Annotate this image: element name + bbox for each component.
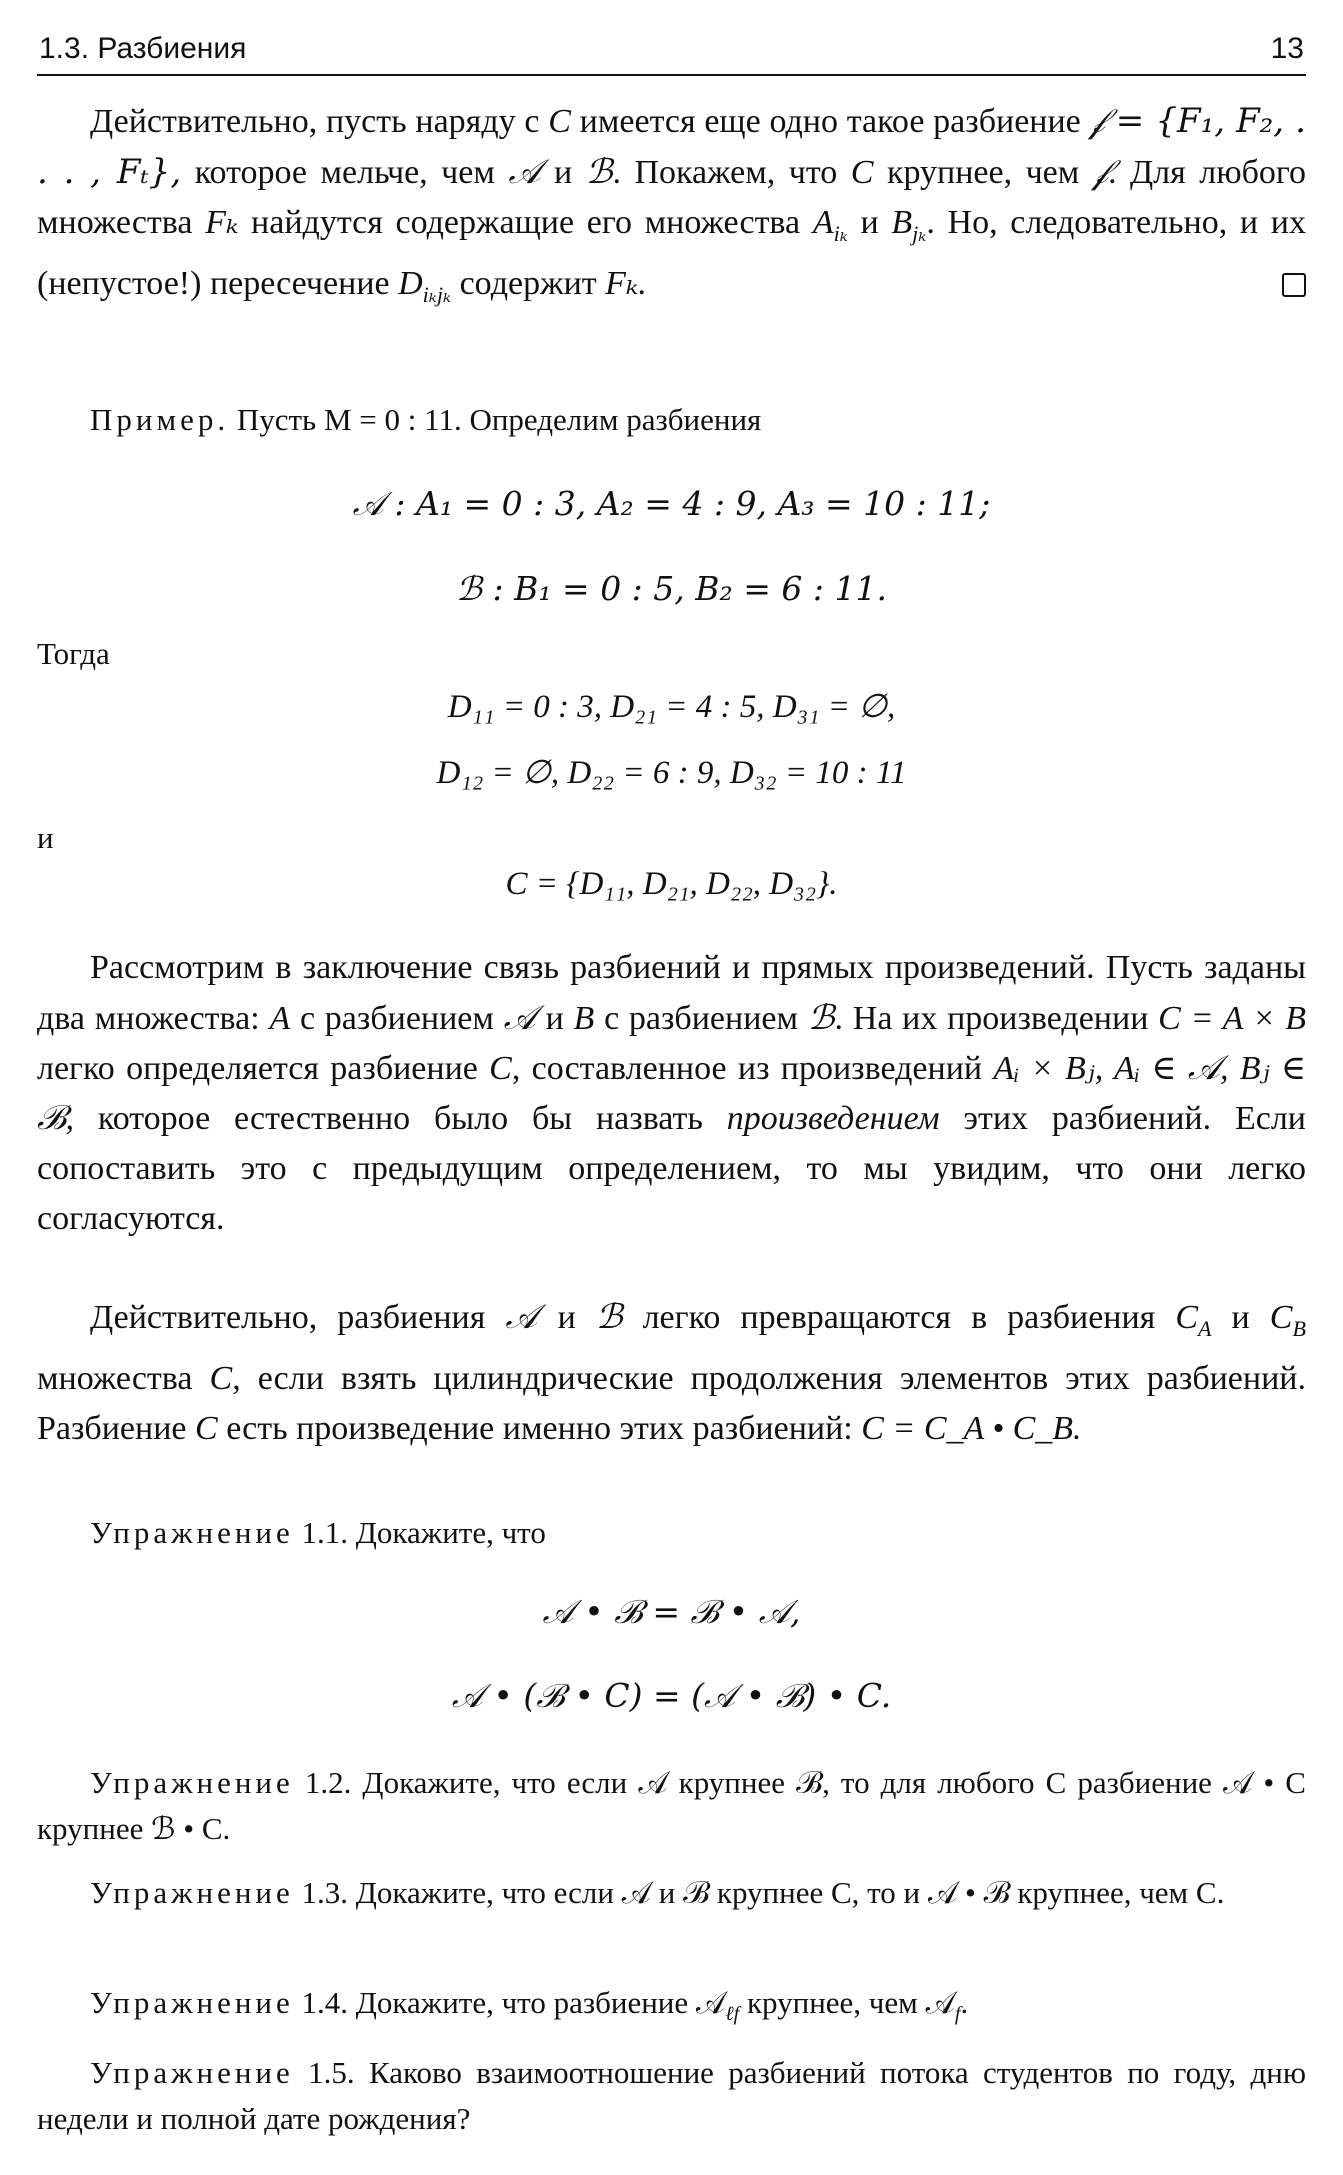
paragraph-proof: Действительно, пусть наряду с C имеется еще одно такое разбиение 𝒻 = {F₁, F₂, . . . , Fₜ}, которое мельче, чем 𝒜 и ℬ. Покажем, что C крупнее, чем 𝒻. Для любого множества Fₖ найдутся содержащие его множества $A_{i_k}$ и $B_{j_k}$. Но, следовательно, и их (непустое!) пересечение $D_{i_kj_k}$ содержит Fₖ. [37,101,1307,307]
emphasis-term: произведением [726,1100,940,1137]
exercise-1-2: Упражнение 1.2. Докажите, что если 𝒜 крупнее ℬ, то для любого C разбиение 𝒜 • C крупнее ℬ • C. [37,1765,1306,1846]
formula-commutative: 𝒜 • ℬ = ℬ • 𝒜, [542,1592,801,1631]
formula-d-row2: D₁₂ = ∅, D₂₂ = 6 : 9, D₃₂ = 10 : 11 [436,755,907,791]
section-title: 1.3. Разбиения [39,32,247,65]
exercise-1-1: Упражнение 1.1. Докажите, что [90,1515,546,1550]
paragraph-cylindrical: Действительно, разбиения 𝒜 и ℬ легко превращаются в разбиения $C_A$ и $C_B$ множества C, если взять цилиндрические продолжения элементов этих разбиений. Разбиение C есть произведение именно этих разбиений: C = C_A • C_B. [37,1297,1306,1447]
page-number: 13 [1270,32,1304,65]
running-header [37,26,1306,76]
formula-partition-b: ℬ : B₁ = 0 : 5, B₂ = 6 : 11. [456,569,887,608]
exercise-1-4: Упражнение 1.4. Докажите, что разбиение 𝒜$_{\ell f}$ крупнее, чем 𝒜$_f$. [90,1985,969,2026]
formula-partition-a: 𝒜 : A₁ = 0 : 3, A₂ = 4 : 9, A₃ = 10 : 11; [352,484,991,523]
formula-d-row1: D₁₁ = 0 : 3, D₂₁ = 4 : 5, D₃₁ = ∅, [447,689,896,725]
formula-associative: 𝒜 • (ℬ • C) = (𝒜 • ℬ) • C. [451,1676,892,1715]
exercise-1-5: Упражнение 1.5. Каково взаимоотношение разбиений потока студентов по году, дню недели и полной дате рождения? [37,2055,1306,2136]
formula-c: C = {D₁₁, D₂₁, D₂₂, D₃₂}. [505,866,838,902]
exercise-1-3: Упражнение 1.3. Докажите, что если 𝒜 и ℬ крупнее C, то и 𝒜 • ℬ крупнее, чем C. [90,1875,1225,1910]
then-label: Тогда [37,636,110,671]
paragraph-products: Рассмотрим в заключение связь разбиений и прямых произведений. Пусть заданы два множества: A с разбиением 𝒜 и B с разбиением ℬ. На их произведении C = A × B легко определяется разбиение C, составленное из произведений Aᵢ × Bⱼ, Aᵢ ∈ 𝒜, Bⱼ ∈ ℬ, которое естественно было бы назвать произведением этих разбиений. Если сопоставить это с предыдущим определением, то мы увидим, что они легко согласуются. [37,949,1307,1237]
qed-icon [1282,273,1306,297]
and-label: и [37,820,54,855]
example-intro: Пример. Пусть M = 0 : 11. Определим разбиения [90,402,762,437]
